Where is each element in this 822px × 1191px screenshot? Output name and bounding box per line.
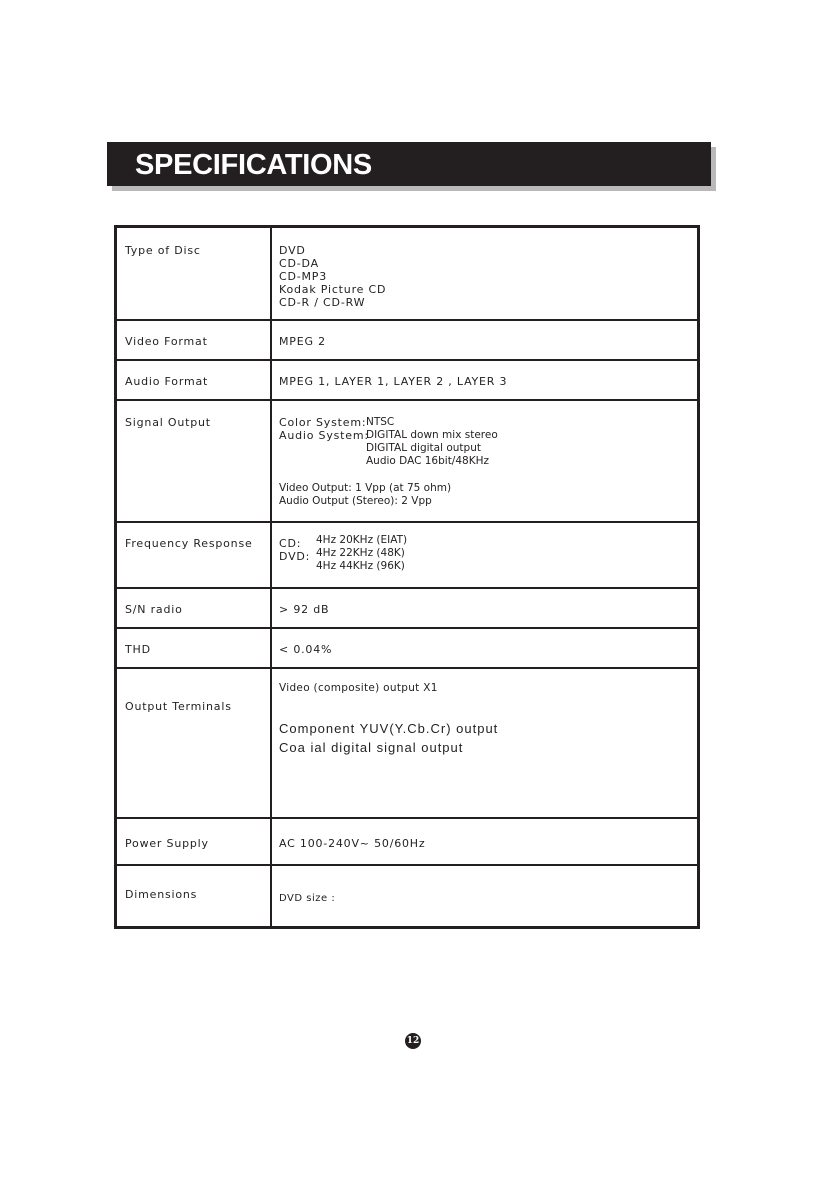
title-banner bbox=[107, 142, 711, 186]
spec-value: CD-DA bbox=[279, 257, 319, 270]
spec-label: Output Terminals bbox=[125, 700, 232, 713]
spec-row-sn bbox=[117, 589, 697, 629]
audio-system-value: DIGITAL digital output bbox=[366, 442, 481, 454]
frequency-value: 4Hz 22KHz (48K) bbox=[316, 547, 405, 559]
spec-row-audio-format bbox=[117, 361, 697, 401]
spec-label: Frequency Response bbox=[125, 537, 253, 550]
column-divider bbox=[270, 361, 272, 399]
spec-value: Kodak Picture CD bbox=[279, 283, 387, 296]
video-output: Video Output: 1 Vpp (at 75 ohm) bbox=[279, 482, 452, 494]
spec-value: > 92 dB bbox=[279, 603, 330, 616]
column-divider bbox=[270, 228, 272, 319]
spec-label: Video Format bbox=[125, 335, 208, 348]
audio-system-label: Audio System: bbox=[279, 429, 369, 442]
spec-label: THD bbox=[125, 643, 151, 656]
spec-value: AC 100-240V~ 50/60Hz bbox=[279, 837, 426, 850]
spec-row-video-format bbox=[117, 321, 697, 361]
column-divider bbox=[270, 819, 272, 864]
dvd-label: DVD: bbox=[279, 550, 311, 563]
frequency-value: 4Hz 44KHz (96K) bbox=[316, 560, 405, 572]
spec-row-frequency bbox=[117, 523, 697, 589]
spec-label: Signal Output bbox=[125, 416, 211, 429]
color-system-value: NTSC bbox=[366, 416, 395, 428]
frequency-value: 4Hz 20KHz (EIAT) bbox=[316, 534, 408, 546]
spec-row-signal-output bbox=[117, 401, 697, 523]
spec-value: DVD size : bbox=[279, 893, 336, 904]
column-divider bbox=[270, 589, 272, 627]
spec-label: Audio Format bbox=[125, 375, 209, 388]
column-divider bbox=[270, 523, 272, 587]
color-system-label: Color System: bbox=[279, 416, 367, 429]
spec-value: MPEG 2 bbox=[279, 335, 326, 348]
cd-label: CD: bbox=[279, 537, 302, 550]
spec-row-power bbox=[117, 819, 697, 866]
spec-label: S/N radio bbox=[125, 603, 183, 616]
spec-value: CD-R / CD-RW bbox=[279, 296, 366, 309]
audio-output: Audio Output (Stereo): 2 Vpp bbox=[279, 495, 432, 507]
spec-value: CD-MP3 bbox=[279, 270, 328, 283]
column-divider bbox=[270, 401, 272, 521]
column-divider bbox=[270, 669, 272, 817]
spec-label: Power Supply bbox=[125, 837, 209, 850]
component-terminal: Component YUV(Y.Cb.Cr) output bbox=[279, 721, 499, 736]
audio-system-value: Audio DAC 16bit/48KHz bbox=[366, 455, 490, 467]
spec-label: Type of Disc bbox=[125, 244, 201, 257]
spec-value: DVD bbox=[279, 244, 306, 257]
spec-label: Dimensions bbox=[125, 888, 198, 901]
column-divider bbox=[270, 866, 272, 926]
spec-row-disc bbox=[117, 228, 697, 321]
spec-row-dimensions bbox=[117, 866, 697, 926]
spec-table bbox=[114, 225, 700, 929]
spec-row-output-terminals bbox=[117, 669, 697, 819]
spec-row-thd bbox=[117, 629, 697, 669]
page-title: SPECIFICATIONS bbox=[135, 149, 372, 181]
column-divider bbox=[270, 629, 272, 667]
spec-value: < 0.04% bbox=[279, 643, 333, 656]
audio-system-value: DIGITAL down mix stereo bbox=[366, 429, 498, 441]
coaxial-terminal: Coa ial digital signal output bbox=[279, 740, 464, 755]
column-divider bbox=[270, 321, 272, 359]
page-number-badge: 12 bbox=[405, 1033, 421, 1049]
spec-value: MPEG 1, LAYER 1, LAYER 2 , LAYER 3 bbox=[279, 375, 508, 388]
video-terminal: Video (composite) output X1 bbox=[279, 682, 438, 694]
